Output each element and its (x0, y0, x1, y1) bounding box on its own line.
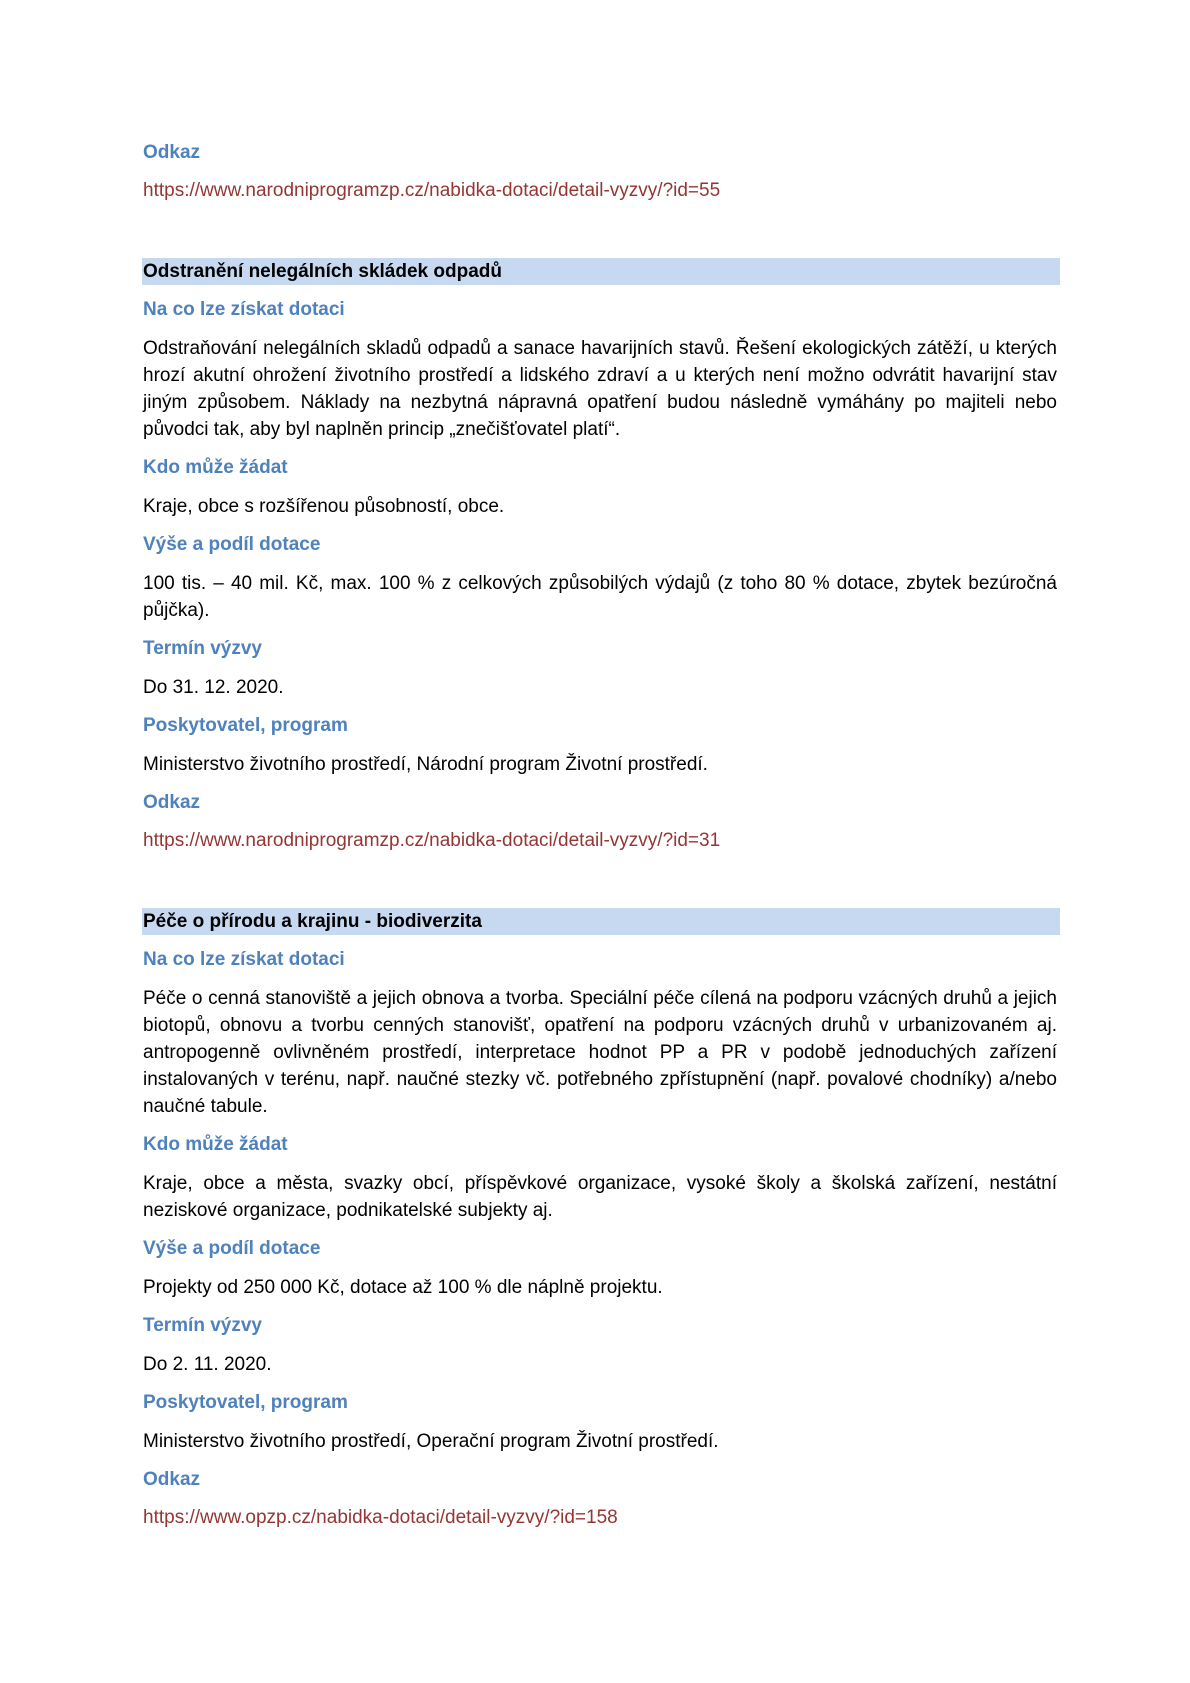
deadline-label: Termín výzvy (143, 1315, 262, 1336)
document-page (143, 140, 1057, 1543)
deadline-label: Termín výzvy (143, 638, 262, 659)
amount-text: 100 tis. – 40 mil. Kč, max. 100 % z celkových způsobilých výdajů (z toho 80 % dotace, zbytek bezúročná půjčka). (143, 573, 1057, 621)
deadline-text: Do 31. 12. 2020. (143, 677, 284, 698)
amount-label: Výše a podíl dotace (143, 1238, 321, 1259)
section-spacer (143, 216, 1057, 258)
grant-link[interactable]: https://www.narodniprogramzp.cz/nabidka-dotaci/detail-vyzvy/?id=31 (143, 830, 721, 851)
section-heading: Péče o přírodu a krajinu - biodiverzita (142, 908, 1060, 935)
grant-section-biodiversity (143, 908, 1057, 1531)
grant-section-illegal-dumps (143, 258, 1057, 854)
what-text: Péče o cenná stanoviště a jejich obnova a tvorba. Speciální péče cílená na podporu vzácných druhů a jejich biotopů, obnovu a tvorbu cenných stanovišť, opatření na podporu vzácných druhů v urbanizovaném aj. antropogenně ovlivněném prostředí, interpretace hodnot PP a PR v podobě jednoduchých zařízení instalovaných v terénu, např. naučné stezky vč. potřebného zpřístupnění (např. povalové chodníky) a/nebo naučné tabule. (143, 988, 1057, 1117)
what-text: Odstraňování nelegálních skladů odpadů a sanace havarijních stavů. Řešení ekologických zátěží, u kterých hrozí akutní ohrožení životního prostředí a lidského zdraví a u kterých není možno odvrátit havarijní stav jiným způsobem. Náklady na nezbytná nápravná opatření budou následně vymáhány po majiteli nebo původci tak, aby byl naplněn princip „znečišťovatel platí“. (143, 338, 1057, 440)
section-spacer (143, 866, 1057, 908)
grant-link[interactable]: https://www.opzp.cz/nabidka-dotaci/detail-vyzvy/?id=158 (143, 1507, 618, 1528)
provider-label: Poskytovatel, program (143, 715, 348, 736)
link-label: Odkaz (143, 142, 201, 163)
link-label: Odkaz (143, 792, 201, 813)
grant-link[interactable]: https://www.narodniprogramzp.cz/nabidka-dotaci/detail-vyzvy/?id=55 (143, 180, 721, 201)
who-text: Kraje, obce s rozšířenou působností, obce. (143, 496, 505, 517)
amount-text: Projekty od 250 000 Kč, dotace až 100 % dle náplně projektu. (143, 1277, 663, 1298)
section-heading: Odstranění nelegálních skládek odpadů (142, 258, 1060, 285)
link-label: Odkaz (143, 1469, 201, 1490)
provider-text: Ministerstvo životního prostředí, Národní program Životní prostředí. (143, 754, 708, 775)
deadline-text: Do 2. 11. 2020. (143, 1354, 272, 1375)
top-fragment (143, 140, 1057, 204)
amount-label: Výše a podíl dotace (143, 534, 321, 555)
who-label: Kdo může žádat (143, 1134, 288, 1155)
who-label: Kdo může žádat (143, 457, 288, 478)
provider-label: Poskytovatel, program (143, 1392, 348, 1413)
what-label: Na co lze získat dotaci (143, 949, 345, 970)
who-text: Kraje, obce a města, svazky obcí, příspěvkové organizace, vysoké školy a školská zařízení, nestátní neziskové organizace, podnikatelské subjekty aj. (143, 1173, 1057, 1221)
provider-text: Ministerstvo životního prostředí, Operační program Životní prostředí. (143, 1431, 719, 1452)
what-label: Na co lze získat dotaci (143, 299, 345, 320)
